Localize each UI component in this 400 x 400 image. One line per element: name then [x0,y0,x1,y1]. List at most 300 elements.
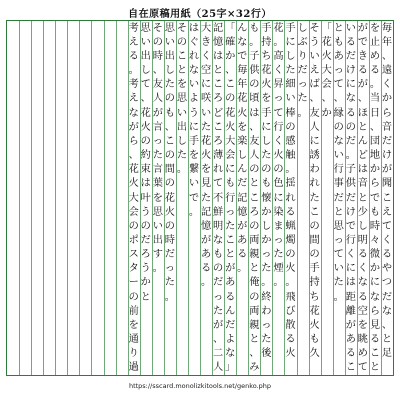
manuscript-char: み [249,362,260,374]
manuscript-char: す [152,249,163,261]
manuscript-char: 花 [309,305,320,317]
manuscript-char: ち [261,50,272,62]
manuscript-char: 花 [200,135,212,147]
manuscript-char: 止 [369,36,380,48]
manuscript-char: 、 [321,93,332,105]
manuscript-char: 飛 [285,291,296,303]
manuscript-char: う [140,263,151,275]
manuscript-char: こ [309,206,320,218]
manuscript-char: そ [309,22,320,34]
manuscript-char: ろ [249,206,260,218]
manuscript-char: 約 [140,150,151,162]
manuscript-char: の [164,220,175,232]
manuscript-char: 間 [164,164,175,176]
manuscript-char: が [381,164,393,176]
manuscript-char: は [188,22,200,34]
manuscript-char: な [369,291,380,303]
manuscript-char: は [345,277,356,289]
grid-line [43,21,44,375]
manuscript-char: 考 [128,22,139,34]
manuscript-char: っ [273,234,284,246]
manuscript-char: 誘 [309,150,320,162]
manuscript-char: っ [152,135,163,147]
manuscript-char: 見 [200,178,212,190]
manuscript-char: 手 [309,263,320,275]
manuscript-char: 二 [213,348,224,360]
manuscript-char: 会 [128,206,139,218]
manuscript-char: 。 [128,65,139,77]
manuscript-char: て [140,79,151,91]
manuscript-char: 事 [333,178,344,190]
manuscript-char: っ [261,319,272,331]
manuscript-char: 毎 [381,22,393,34]
manuscript-char: の [249,79,260,91]
manuscript-char: だ [164,249,175,261]
manuscript-char: な [345,93,356,105]
manuscript-char: 火 [200,150,212,162]
manuscript-char: ん [357,135,368,147]
manuscript-char: 。 [273,36,284,48]
manuscript-char: 両 [249,305,260,317]
manuscript-char: が [357,79,368,91]
manuscript-char: も [309,334,320,346]
manuscript-char: が [152,107,163,119]
manuscript-char: ち [309,291,320,303]
manuscript-column [321,21,333,375]
grid-line [31,21,32,375]
manuscript-char: 毎 [237,65,248,77]
manuscript-char: 距 [345,291,356,303]
manuscript-char: 花 [237,93,248,105]
manuscript-char: 離 [345,305,356,317]
manuscript-char: 花 [164,192,175,204]
manuscript-char: よ [188,93,200,105]
manuscript-char: 繋 [188,164,200,176]
manuscript-char: し [164,65,175,77]
manuscript-char: れ [213,164,224,176]
manuscript-char: い [309,50,320,62]
manuscript-char: を [128,319,139,331]
manuscript-char: を [369,22,380,34]
manuscript-char: た [273,249,284,261]
manuscript-char: 子 [249,50,260,62]
manuscript-char: と [333,22,344,34]
manuscript-char: ま [273,220,284,232]
manuscript-char: っ [333,65,344,77]
manuscript-char: る [128,50,139,62]
manuscript-char: っ [213,291,224,303]
manuscript-char: の [285,121,296,133]
manuscript-char: っ [273,93,284,105]
manuscript-char: 後 [261,348,272,360]
manuscript-char: る [225,291,236,303]
manuscript-char: た [261,263,272,275]
manuscript-char: き [200,36,212,48]
manuscript-char: 鮮 [213,206,224,218]
manuscript-char: 眺 [357,334,368,346]
manuscript-char: を [200,164,212,176]
manuscript-char: 思 [152,206,163,218]
manuscript-char: が [200,234,212,246]
manuscript-char: 手 [261,107,272,119]
manuscript-char: 行 [273,121,284,133]
manuscript-char: て [273,107,284,119]
manuscript-char: た [176,150,187,162]
manuscript-char: い [176,107,187,119]
manuscript-char: 久 [309,348,320,360]
manuscript-char: 少 [357,206,368,218]
manuscript-char: っ [297,79,308,91]
manuscript-column [236,21,248,375]
manuscript-char: て [357,362,368,374]
manuscript-char: を [152,192,163,204]
manuscript-char: 染 [273,206,284,218]
manuscript-char: 大 [225,135,236,147]
manuscript-char: し [176,135,187,147]
manuscript-char: 色 [273,178,284,190]
manuscript-char: ぶ [297,36,308,48]
manuscript-char: と [381,334,393,346]
manuscript-char: く [357,263,368,275]
manuscript-columns [7,21,393,375]
manuscript-char: に [261,121,272,133]
manuscript-char: 俺 [249,277,260,289]
manuscript-char: な [333,135,344,147]
manuscript-char: に [200,79,212,91]
manuscript-char: の [164,150,175,162]
manuscript-char: る [345,107,356,119]
manuscript-char: 。 [164,291,175,303]
manuscript-char: も [225,178,236,190]
manuscript-char: 火 [261,79,272,91]
manuscript-char: た [164,79,175,91]
manuscript-char: 空 [200,65,212,77]
manuscript-char: た [200,192,212,204]
manuscript-column [140,21,152,375]
manuscript-char: 言 [152,164,163,176]
manuscript-char: 考 [128,79,139,91]
manuscript-char: 懐 [261,192,272,204]
manuscript-char: あ [333,50,344,62]
manuscript-char: 記 [200,206,212,218]
manuscript-char: か [369,263,380,275]
manuscript-char: ん [225,305,236,317]
manuscript-char: 前 [128,305,139,317]
manuscript-char: て [333,79,344,91]
manuscript-char: な [213,234,224,246]
manuscript-char: だ [381,135,393,147]
manuscript-char: で [188,192,200,204]
manuscript-char: 時 [369,220,380,232]
manuscript-char: の [128,220,139,232]
grid-line [79,21,80,375]
manuscript-char: 会 [321,79,332,91]
manuscript-char: あ [200,249,212,261]
manuscript-char: 聞 [381,178,393,190]
manuscript-char: の [140,135,151,147]
manuscript-char: の [285,249,296,261]
manuscript-char: に [285,36,296,48]
manuscript-sheet [6,20,394,376]
manuscript-char: 蝋 [285,220,296,232]
manuscript-char: 。 [261,277,272,289]
manuscript-char: 親 [249,249,260,261]
manuscript-char: 火 [273,150,284,162]
manuscript-char: の [152,36,163,48]
manuscript-char: こ [369,348,380,360]
manuscript-char: と [140,291,151,303]
manuscript-char: 地 [369,150,380,162]
manuscript-char: 々 [369,234,380,246]
manuscript-char: っ [261,249,272,261]
manuscript-char: と [249,334,260,346]
manuscript-char: そ [152,22,163,34]
manuscript-char: ポ [128,234,139,246]
manuscript-char: 過 [128,362,139,374]
manuscript-column [152,21,164,375]
manuscript-char: い [188,79,200,91]
manuscript-char: に [188,121,200,133]
manuscript-char: 、 [381,50,393,62]
manuscript-char: た [309,192,320,204]
manuscript-char: 。 [237,263,248,275]
manuscript-char: に [345,263,356,275]
manuscript-char: も [164,107,175,119]
manuscript-char: 。 [273,277,284,289]
manuscript-char: 手 [285,22,296,34]
manuscript-char: 花 [261,65,272,77]
manuscript-char: 大 [200,22,212,34]
grid-line [67,21,68,375]
manuscript-char: え [309,65,320,77]
manuscript-char: に [345,79,356,91]
manuscript-char: い [188,178,200,190]
manuscript-char: い [200,107,212,119]
manuscript-char: 、 [140,93,151,105]
manuscript-char: ら [128,135,139,147]
manuscript-char: 咲 [200,93,212,105]
manuscript-char: と [357,121,368,133]
manuscript-char: こ [225,79,236,91]
manuscript-char: な [357,277,368,289]
manuscript-char: の [333,121,344,133]
manuscript-char: ろ [140,249,151,261]
manuscript-column [297,21,309,375]
manuscript-char: め [369,50,380,62]
manuscript-char: 親 [249,319,260,331]
manuscript-char: え [128,93,139,105]
manuscript-char: 火 [128,178,139,190]
manuscript-char: れ [309,178,320,190]
manuscript-char: 出 [164,50,175,62]
manuscript-char: 。 [285,277,296,289]
manuscript-char: 友 [152,79,163,91]
manuscript-char: い [140,36,151,48]
manuscript-char: 憶 [237,206,248,218]
manuscript-char: が [345,319,356,331]
manuscript-char: い [333,150,344,162]
manuscript-char: が [225,263,236,275]
manuscript-char: 時 [152,50,163,62]
manuscript-char: っ [333,234,344,246]
manuscript-char: と [176,65,187,77]
manuscript-char: 確 [225,36,236,48]
manuscript-char: も [261,178,272,190]
manuscript-column [224,21,236,375]
manuscript-char: そ [176,22,187,34]
manuscript-char: な [188,65,200,77]
manuscript-char: 棒 [285,107,296,119]
manuscript-char: ど [213,107,224,119]
manuscript-char: 、 [213,334,224,346]
manuscript-char: 火 [309,319,320,331]
manuscript-char: る [345,36,356,48]
manuscript-char: だ [345,135,356,147]
manuscript-char: だ [381,291,393,303]
manuscript-char: 火 [321,50,332,62]
manuscript-char: て [333,249,344,261]
manuscript-char: ス [128,249,139,261]
manuscript-char: し [237,150,248,162]
manuscript-char: 思 [140,22,151,34]
manuscript-char: 持 [309,277,320,289]
manuscript-column [345,21,357,375]
manuscript-char: け [345,206,356,218]
manuscript-char: た [200,121,212,133]
manuscript-char: 行 [345,234,356,246]
manuscript-char: で [357,36,368,48]
manuscript-char: で [345,220,356,232]
manuscript-char: っ [225,206,236,218]
manuscript-char: て [381,220,393,232]
manuscript-char: も [333,36,344,48]
manuscript-char: 」 [225,362,236,374]
manuscript-char: の [164,93,175,105]
manuscript-column [176,21,188,375]
manuscript-char: 人 [152,93,163,105]
manuscript-char: を [357,319,368,331]
manuscript-char: く [273,135,284,147]
manuscript-char: を [188,150,200,162]
manuscript-char: だ [345,192,356,204]
manuscript-char: る [345,348,356,360]
manuscript-char: 不 [213,192,224,204]
manuscript-char: と [333,206,344,218]
manuscript-char: 花 [321,36,332,48]
manuscript-char: ん [237,164,248,176]
manuscript-char: る [285,334,296,346]
manuscript-char: る [357,65,368,77]
manuscript-char: わ [309,164,320,176]
manuscript-column [212,21,224,375]
manuscript-char: の [261,164,272,176]
manuscript-char: こ [164,135,175,147]
manuscript-char: 火 [225,121,236,133]
grid-line [104,21,105,375]
manuscript-column [381,21,393,375]
manuscript-char: 葉 [152,178,163,190]
manuscript-char: こ [381,192,393,204]
manuscript-char: 通 [128,334,139,346]
manuscript-char: こ [345,362,356,374]
manuscript-char: だ [237,178,248,190]
manuscript-char: 友 [249,135,260,147]
manuscript-column [284,21,296,375]
manuscript-char: だ [140,234,151,246]
manuscript-char: る [237,249,248,261]
manuscript-char: と [225,249,236,261]
manuscript-char: な [128,107,139,119]
manuscript-char: 。 [297,107,308,119]
manuscript-char: を [237,121,248,133]
manuscript-char: 時 [164,234,175,246]
manuscript-char: 散 [285,319,296,331]
manuscript-char: し [297,22,308,34]
manuscript-char: 憶 [213,36,224,48]
manuscript-char: う [188,107,200,119]
manuscript-char: 火 [140,121,151,133]
manuscript-char: が [213,319,224,331]
manuscript-char: た [152,150,163,162]
manuscript-char: た [285,65,296,77]
manuscript-char: つ [381,277,393,289]
manuscript-char: 大 [321,65,332,77]
manuscript-char: だ [345,50,356,62]
manuscript-char: い [152,220,163,232]
manuscript-char: 友 [309,107,320,119]
manuscript-char: 、 [381,319,393,331]
manuscript-char: ら [369,178,380,190]
manuscript-char: え [128,36,139,48]
manuscript-char: か [140,277,151,289]
manuscript-char: に [225,164,236,176]
grid-line [19,21,20,375]
manuscript-char: を [176,79,187,91]
manuscript-char: 足 [381,348,393,360]
grid-line [116,21,117,375]
manuscript-column [248,21,260,375]
manuscript-char: 思 [164,22,175,34]
manuscript-char: 煙 [273,263,284,275]
manuscript-char: 、 [164,121,175,133]
manuscript-char: り [297,50,308,62]
manuscript-char: 「 [321,22,332,34]
manuscript-char: か [261,234,272,246]
manuscript-char: こ [225,234,236,246]
manuscript-char: ん [237,22,248,34]
manuscript-char: の [225,93,236,105]
footer-url[interactable]: https://sscard.monolizkitools.net/genko.php [128,382,272,390]
manuscript-char: の [309,220,320,232]
manuscript-column [128,21,140,375]
manuscript-char: 叶 [140,192,151,204]
manuscript-char: 感 [285,135,296,147]
manuscript-column [357,21,369,375]
manuscript-char: な [381,305,393,317]
manuscript-char: の [309,249,320,261]
manuscript-char: る [285,206,296,218]
manuscript-char: 触 [285,150,296,162]
manuscript-char: く [273,65,284,77]
manuscript-char: 団 [369,135,380,147]
manuscript-char: ろ [213,93,224,105]
manuscript-char: し [261,135,272,147]
manuscript-column [260,21,272,375]
manuscript-char: 両 [249,234,260,246]
manuscript-char: 出 [176,121,187,133]
manuscript-char: の [249,291,260,303]
manuscript-char: 間 [309,234,320,246]
